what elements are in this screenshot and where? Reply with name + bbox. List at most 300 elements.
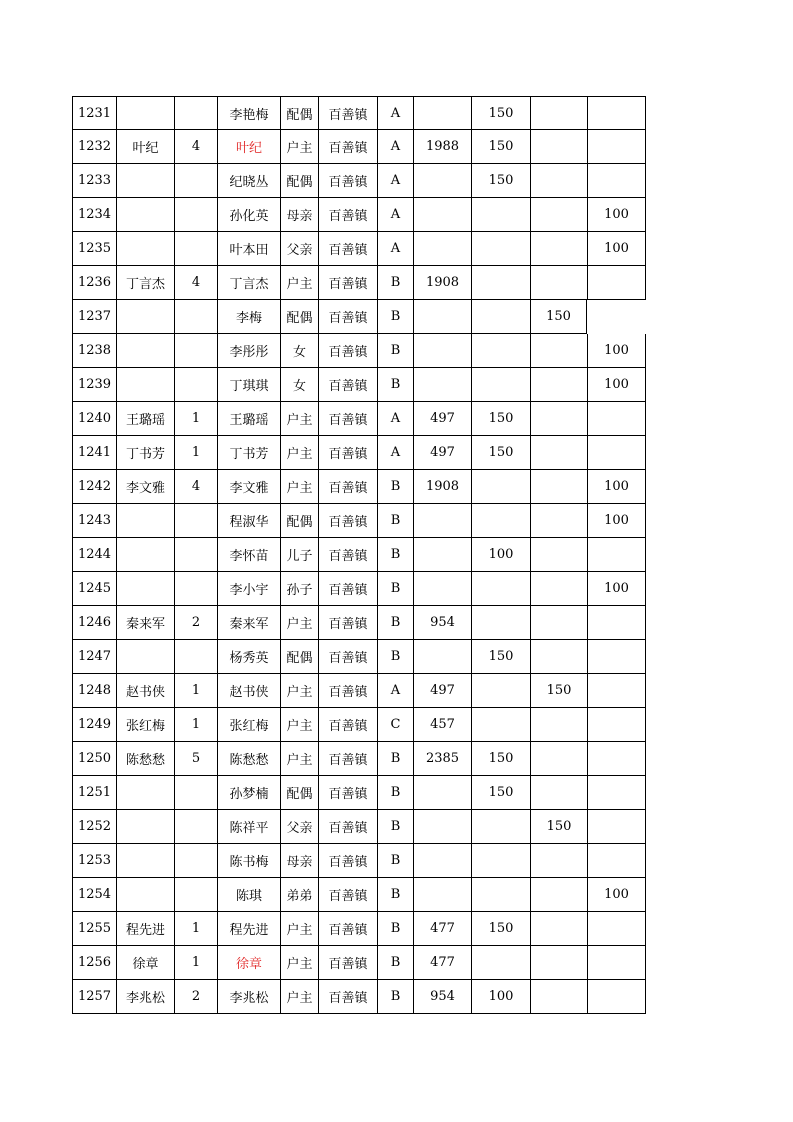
table-row [72, 742, 646, 776]
household-head-cell [116, 776, 174, 810]
household-size-cell [174, 164, 217, 198]
relation-cell: 户主 [280, 742, 318, 776]
household-size-cell: 4 [174, 470, 217, 504]
subsidy-150-b-cell [530, 980, 587, 1014]
relation-cell: 孙子 [280, 572, 318, 606]
household-size-cell: 2 [174, 606, 217, 640]
amount-cell [413, 368, 471, 402]
subsidy-100-cell [587, 266, 646, 300]
grade-cell: B [377, 912, 413, 946]
town-cell: 百善镇 [318, 96, 377, 130]
subsidy-150-a-cell: 150 [471, 402, 530, 436]
relation-cell: 户主 [280, 402, 318, 436]
household-head-cell: 叶纪 [116, 130, 174, 164]
grade-cell: B [377, 606, 413, 640]
household-head-cell [116, 96, 174, 130]
household-size-cell: 1 [174, 402, 217, 436]
row-number-cell: 1235 [72, 232, 116, 266]
household-head-cell [116, 810, 174, 844]
relation-cell: 配偶 [280, 96, 318, 130]
subsidy-100-cell: 100 [587, 368, 646, 402]
town-cell: 百善镇 [318, 844, 377, 878]
grade-cell: B [377, 572, 413, 606]
row-number-cell: 1256 [72, 946, 116, 980]
amount-cell [413, 878, 471, 912]
town-cell: 百善镇 [318, 300, 377, 334]
amount-cell [413, 810, 471, 844]
grade-cell: B [377, 878, 413, 912]
town-cell: 百善镇 [318, 708, 377, 742]
member-name-cell: 纪晓丛 [217, 164, 280, 198]
grade-cell: A [377, 96, 413, 130]
amount-cell: 1908 [413, 470, 471, 504]
subsidy-150-b-cell [530, 606, 587, 640]
grade-cell: B [377, 640, 413, 674]
table-row [72, 674, 646, 708]
relation-cell: 户主 [280, 946, 318, 980]
member-name-cell: 徐章 [217, 946, 280, 980]
relation-cell: 弟弟 [280, 878, 318, 912]
table-row [72, 538, 646, 572]
household-head-cell: 丁书芳 [116, 436, 174, 470]
relation-cell: 户主 [280, 912, 318, 946]
subsidy-150-b-cell [530, 742, 587, 776]
town-cell: 百善镇 [318, 368, 377, 402]
town-cell: 百善镇 [318, 878, 377, 912]
household-head-cell [116, 334, 174, 368]
member-name-cell: 孙梦楠 [217, 776, 280, 810]
member-name-cell: 李文雅 [217, 470, 280, 504]
household-head-cell [116, 368, 174, 402]
subsidy-150-b-cell: 150 [530, 674, 587, 708]
subsidy-150-a-cell: 150 [471, 96, 530, 130]
row-number-cell: 1231 [72, 96, 116, 130]
relation-cell: 父亲 [280, 810, 318, 844]
town-cell: 百善镇 [318, 436, 377, 470]
row-number-cell: 1237 [72, 300, 116, 334]
subsidy-150-a-cell [471, 470, 530, 504]
table-row [72, 300, 646, 334]
subsidy-150-b-cell [530, 232, 587, 266]
town-cell: 百善镇 [318, 164, 377, 198]
table-row [72, 130, 646, 164]
table-row [72, 572, 646, 606]
subsidy-150-b-cell [530, 844, 587, 878]
household-head-cell [116, 164, 174, 198]
town-cell: 百善镇 [318, 130, 377, 164]
subsidy-100-cell [587, 674, 646, 708]
subsidy-100-cell [587, 776, 646, 810]
grade-cell: B [377, 980, 413, 1014]
grade-cell: B [377, 946, 413, 980]
relation-cell: 户主 [280, 674, 318, 708]
row-number-cell: 1250 [72, 742, 116, 776]
household-size-cell [174, 538, 217, 572]
household-head-cell: 赵书侠 [116, 674, 174, 708]
relation-cell: 儿子 [280, 538, 318, 572]
household-head-cell [116, 538, 174, 572]
grade-cell: B [377, 810, 413, 844]
subsidy-150-b-cell [530, 640, 587, 674]
member-name-cell: 秦来军 [217, 606, 280, 640]
relation-cell: 母亲 [280, 844, 318, 878]
town-cell: 百善镇 [318, 946, 377, 980]
relation-cell: 户主 [280, 130, 318, 164]
household-size-cell [174, 232, 217, 266]
household-head-cell: 李文雅 [116, 470, 174, 504]
grade-cell: A [377, 164, 413, 198]
household-size-cell: 1 [174, 912, 217, 946]
row-number-cell: 1234 [72, 198, 116, 232]
amount-cell [413, 538, 471, 572]
grade-cell: B [377, 470, 413, 504]
relation-cell: 户主 [280, 470, 318, 504]
subsidy-100-cell: 100 [587, 470, 646, 504]
table-row [72, 368, 646, 402]
member-name-cell: 李彤彤 [217, 334, 280, 368]
table-row [72, 912, 646, 946]
row-number-cell: 1236 [72, 266, 116, 300]
member-name-cell: 杨秀英 [217, 640, 280, 674]
household-size-cell [174, 878, 217, 912]
subsidy-100-cell [587, 606, 646, 640]
town-cell: 百善镇 [318, 742, 377, 776]
amount-cell: 954 [413, 980, 471, 1014]
relation-cell: 户主 [280, 436, 318, 470]
subsidy-100-cell [587, 980, 646, 1014]
town-cell: 百善镇 [318, 980, 377, 1014]
household-size-cell [174, 504, 217, 538]
subsidy-150-a-cell [471, 572, 530, 606]
town-cell: 百善镇 [318, 334, 377, 368]
household-head-cell: 秦来军 [116, 606, 174, 640]
member-name-cell: 孙化英 [217, 198, 280, 232]
subsidy-150-b-cell [530, 334, 587, 368]
subsidy-100-cell [587, 708, 646, 742]
subsidy-150-a-cell [471, 266, 530, 300]
table-row [72, 708, 646, 742]
row-number-cell: 1247 [72, 640, 116, 674]
subsidy-150-a-cell [471, 606, 530, 640]
amount-cell [413, 96, 471, 130]
household-size-cell [174, 334, 217, 368]
subsidy-150-b-cell [530, 504, 587, 538]
table-row [72, 640, 646, 674]
subsidy-150-a-cell [471, 844, 530, 878]
row-number-cell: 1242 [72, 470, 116, 504]
subsidy-100-cell: 100 [587, 334, 646, 368]
subsidy-100-cell: 100 [587, 572, 646, 606]
household-size-cell: 1 [174, 674, 217, 708]
town-cell: 百善镇 [318, 538, 377, 572]
subsidy-150-a-cell [471, 198, 530, 232]
table-row [72, 436, 646, 470]
household-head-cell: 徐章 [116, 946, 174, 980]
household-size-cell [174, 810, 217, 844]
grade-cell: B [377, 742, 413, 776]
town-cell: 百善镇 [318, 640, 377, 674]
subsidy-150-a-cell [471, 674, 530, 708]
member-name-cell: 张红梅 [217, 708, 280, 742]
row-number-cell: 1238 [72, 334, 116, 368]
town-cell: 百善镇 [318, 810, 377, 844]
amount-cell: 954 [413, 606, 471, 640]
household-size-cell: 4 [174, 130, 217, 164]
grade-cell: B [377, 844, 413, 878]
table-row [72, 946, 646, 980]
table-row [72, 878, 646, 912]
subsidy-150-b-cell [530, 776, 587, 810]
subsidy-150-b-cell [530, 266, 587, 300]
household-size-cell [174, 96, 217, 130]
grade-cell: A [377, 674, 413, 708]
grade-cell: A [377, 402, 413, 436]
relation-cell: 配偶 [280, 640, 318, 674]
member-name-cell: 程淑华 [217, 504, 280, 538]
relation-cell: 父亲 [280, 232, 318, 266]
household-size-cell: 4 [174, 266, 217, 300]
subsidy-150-a-cell [471, 708, 530, 742]
member-name-cell: 李小宇 [217, 572, 280, 606]
amount-cell [413, 232, 471, 266]
household-size-cell: 1 [174, 436, 217, 470]
member-name-cell: 李艳梅 [217, 96, 280, 130]
subsidy-100-cell [587, 538, 646, 572]
household-size-cell [174, 572, 217, 606]
subsidy-100-cell [587, 640, 646, 674]
amount-cell [413, 504, 471, 538]
subsidy-150-b-cell [530, 198, 587, 232]
subsidy-150-b-cell [530, 912, 587, 946]
subsidy-150-a-cell [471, 504, 530, 538]
member-name-cell: 赵书侠 [217, 674, 280, 708]
household-head-cell: 王璐瑶 [116, 402, 174, 436]
amount-cell [413, 776, 471, 810]
relation-cell: 户主 [280, 980, 318, 1014]
row-number-cell: 1244 [72, 538, 116, 572]
table-row [72, 776, 646, 810]
subsidy-150-b-cell [530, 96, 587, 130]
row-number-cell: 1248 [72, 674, 116, 708]
town-cell: 百善镇 [318, 402, 377, 436]
grade-cell: A [377, 232, 413, 266]
town-cell: 百善镇 [318, 912, 377, 946]
member-name-cell: 丁书芳 [217, 436, 280, 470]
household-head-cell [116, 640, 174, 674]
table-row [72, 606, 646, 640]
subsidy-150-a-cell: 100 [471, 538, 530, 572]
subsidy-150-b-cell [530, 708, 587, 742]
table-row [72, 232, 646, 266]
relation-cell: 配偶 [280, 504, 318, 538]
subsidy-100-cell: 100 [587, 232, 646, 266]
row-number-cell: 1253 [72, 844, 116, 878]
town-cell: 百善镇 [318, 504, 377, 538]
subsidy-150-a-cell [471, 810, 530, 844]
town-cell: 百善镇 [318, 776, 377, 810]
subsidy-150-a-cell: 150 [471, 912, 530, 946]
row-number-cell: 1245 [72, 572, 116, 606]
subsidy-100-cell [587, 742, 646, 776]
town-cell: 百善镇 [318, 606, 377, 640]
row-number-cell: 1255 [72, 912, 116, 946]
table-row [72, 504, 646, 538]
row-number-cell: 1257 [72, 980, 116, 1014]
household-size-cell [174, 640, 217, 674]
row-number-cell: 1232 [72, 130, 116, 164]
grade-cell: A [377, 436, 413, 470]
household-head-cell [116, 878, 174, 912]
subsidy-150-b-cell [530, 946, 587, 980]
subsidy-150-b-cell [530, 368, 587, 402]
grade-cell: B [377, 266, 413, 300]
subsidy-100-cell: 100 [587, 878, 646, 912]
table-row [72, 164, 646, 198]
amount-cell: 497 [413, 402, 471, 436]
household-head-cell [116, 198, 174, 232]
household-size-cell: 2 [174, 980, 217, 1014]
household-size-cell [174, 844, 217, 878]
subsidy-150-b-cell: 150 [530, 300, 587, 334]
subsidy-100-cell [587, 946, 646, 980]
household-head-cell: 李兆松 [116, 980, 174, 1014]
amount-cell: 457 [413, 708, 471, 742]
household-head-cell: 陈愁愁 [116, 742, 174, 776]
member-name-cell: 王璐瑶 [217, 402, 280, 436]
row-number-cell: 1251 [72, 776, 116, 810]
household-head-cell [116, 844, 174, 878]
row-number-cell: 1233 [72, 164, 116, 198]
subsidy-150-a-cell [471, 300, 530, 334]
household-head-cell: 丁言杰 [116, 266, 174, 300]
subsidy-150-a-cell [471, 878, 530, 912]
grade-cell: A [377, 130, 413, 164]
household-size-cell: 1 [174, 708, 217, 742]
amount-cell: 477 [413, 946, 471, 980]
subsidy-150-b-cell [530, 164, 587, 198]
subsidy-150-b-cell: 150 [530, 810, 587, 844]
row-number-cell: 1243 [72, 504, 116, 538]
subsidy-150-a-cell: 150 [471, 130, 530, 164]
row-number-cell: 1239 [72, 368, 116, 402]
town-cell: 百善镇 [318, 674, 377, 708]
grade-cell: B [377, 300, 413, 334]
table-row [72, 266, 646, 300]
relation-cell: 配偶 [280, 300, 318, 334]
table-row [72, 198, 646, 232]
member-name-cell: 陈书梅 [217, 844, 280, 878]
town-cell: 百善镇 [318, 572, 377, 606]
table-row [72, 334, 646, 368]
grade-cell: B [377, 504, 413, 538]
subsidy-150-b-cell [530, 130, 587, 164]
subsidy-100-cell [587, 164, 646, 198]
household-size-cell: 5 [174, 742, 217, 776]
amount-cell [413, 164, 471, 198]
subsidy-150-a-cell [471, 946, 530, 980]
relation-cell: 户主 [280, 266, 318, 300]
amount-cell [413, 640, 471, 674]
amount-cell [413, 334, 471, 368]
subsidy-100-cell [587, 436, 646, 470]
relation-cell: 户主 [280, 606, 318, 640]
amount-cell [413, 572, 471, 606]
row-number-cell: 1241 [72, 436, 116, 470]
subsidy-100-cell: 100 [587, 198, 646, 232]
member-name-cell: 陈愁愁 [217, 742, 280, 776]
member-name-cell: 陈琪 [217, 878, 280, 912]
relation-cell: 配偶 [280, 164, 318, 198]
amount-cell [413, 844, 471, 878]
table-row [72, 470, 646, 504]
member-name-cell: 李怀苗 [217, 538, 280, 572]
member-name-cell: 李兆松 [217, 980, 280, 1014]
household-size-cell [174, 776, 217, 810]
grade-cell: C [377, 708, 413, 742]
relation-cell: 母亲 [280, 198, 318, 232]
amount-cell: 1908 [413, 266, 471, 300]
household-head-cell [116, 232, 174, 266]
subsidy-150-b-cell [530, 436, 587, 470]
row-number-cell: 1252 [72, 810, 116, 844]
household-head-cell [116, 300, 174, 334]
household-size-cell [174, 300, 217, 334]
household-head-cell: 张红梅 [116, 708, 174, 742]
household-size-cell [174, 198, 217, 232]
subsidy-100-cell [587, 96, 646, 130]
member-name-cell: 叶纪 [217, 130, 280, 164]
amount-cell [413, 198, 471, 232]
row-number-cell: 1246 [72, 606, 116, 640]
subsidy-150-b-cell [530, 572, 587, 606]
subsidy-100-cell [587, 402, 646, 436]
town-cell: 百善镇 [318, 198, 377, 232]
subsidy-100-cell [587, 130, 646, 164]
town-cell: 百善镇 [318, 232, 377, 266]
subsidy-150-b-cell [530, 402, 587, 436]
amount-cell: 477 [413, 912, 471, 946]
subsidy-150-b-cell [530, 470, 587, 504]
household-head-cell [116, 504, 174, 538]
subsidy-150-b-cell [530, 538, 587, 572]
subsidy-100-cell [587, 810, 646, 844]
amount-cell: 2385 [413, 742, 471, 776]
subsidy-150-a-cell: 150 [471, 436, 530, 470]
subsidy-150-a-cell [471, 232, 530, 266]
table-row [72, 96, 646, 130]
subsidy-150-a-cell: 100 [471, 980, 530, 1014]
subsidy-100-cell [587, 844, 646, 878]
subsidy-150-a-cell: 150 [471, 640, 530, 674]
table-row [72, 980, 646, 1014]
member-name-cell: 李梅 [217, 300, 280, 334]
subsidy-150-a-cell: 150 [471, 742, 530, 776]
subsidy-150-a-cell [471, 334, 530, 368]
table-row [72, 844, 646, 878]
table-row [72, 810, 646, 844]
grade-cell: A [377, 198, 413, 232]
relation-cell: 女 [280, 334, 318, 368]
subsidy-150-b-cell [530, 878, 587, 912]
household-size-cell [174, 368, 217, 402]
household-size-cell: 1 [174, 946, 217, 980]
subsidy-150-a-cell: 150 [471, 164, 530, 198]
subsidy-100-cell [587, 912, 646, 946]
member-name-cell: 程先进 [217, 912, 280, 946]
relation-cell: 户主 [280, 708, 318, 742]
grade-cell: B [377, 538, 413, 572]
subsidy-150-a-cell: 150 [471, 776, 530, 810]
